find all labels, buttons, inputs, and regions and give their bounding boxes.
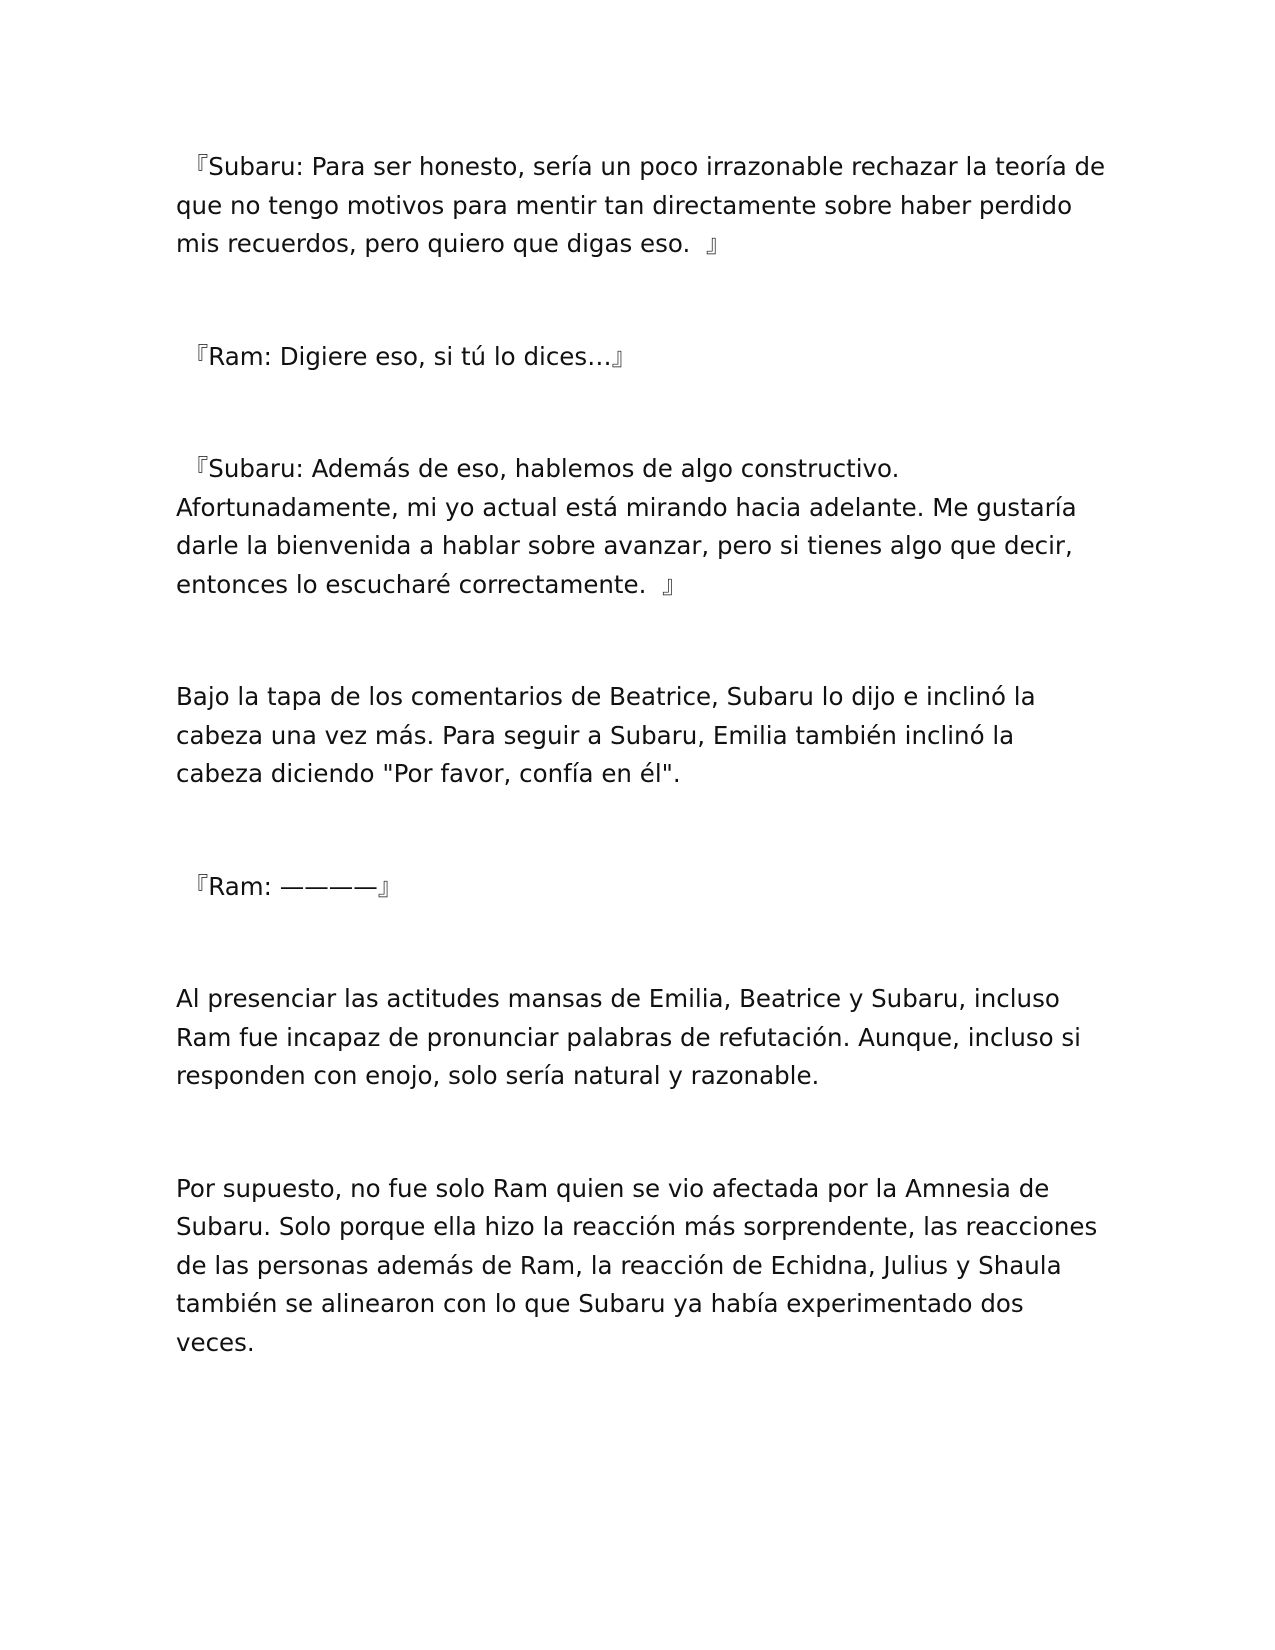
paragraph-bajo-la-tapa: Bajo la tapa de los comentarios de Beatrice, Subaru lo dijo e inclinó la cabeza una vez más. Para seguir a Subaru, Emilia también inclinó la cabeza diciendo "Por favor, confía en él". bbox=[176, 682, 1044, 788]
paragraph-subaru-honesto: 『Subaru: Para ser honesto, sería un poco irrazonable rechazar la teoría de que no tengo motivos para mentir tan directamente sobre haber perdido mis recuerdos, pero quiero que digas eso. 』 bbox=[176, 152, 1113, 258]
document-body bbox=[176, 148, 1113, 1362]
paragraph-ram-silencio: 『Ram: ————』 bbox=[176, 871, 403, 901]
paragraph-subaru-constructivo: 『Subaru: Además de eso, hablemos de algo constructivo. Afortunadamente, mi yo actual está mirando hacia adelante. Me gustaría darle la bienvenida a hablar sobre avanzar, pero si tienes algo que decir, entonces lo escucharé correctamente. 』 bbox=[176, 454, 1085, 599]
paragraph-actitudes-mansas: Al presenciar las actitudes mansas de Emilia, Beatrice y Subaru, incluso Ram fue incapaz de pronunciar palabras de refutación. Aunque, incluso si responden con enojo, solo sería natural y razonable. bbox=[176, 984, 1089, 1090]
paragraph-ram-digiere: 『Ram: Digiere eso, si tú lo dices…』 bbox=[176, 341, 637, 371]
paragraph-amnesia: Por supuesto, no fue solo Ram quien se vio afectada por la Amnesia de Subaru. Solo porque ella hizo la reacción más sorprendente, las reacciones de las personas además de Ram, la reacción de Echidna, Julius y Shaula también se alinearon con lo que Subaru ya había experimentado dos veces. bbox=[176, 1173, 1106, 1357]
